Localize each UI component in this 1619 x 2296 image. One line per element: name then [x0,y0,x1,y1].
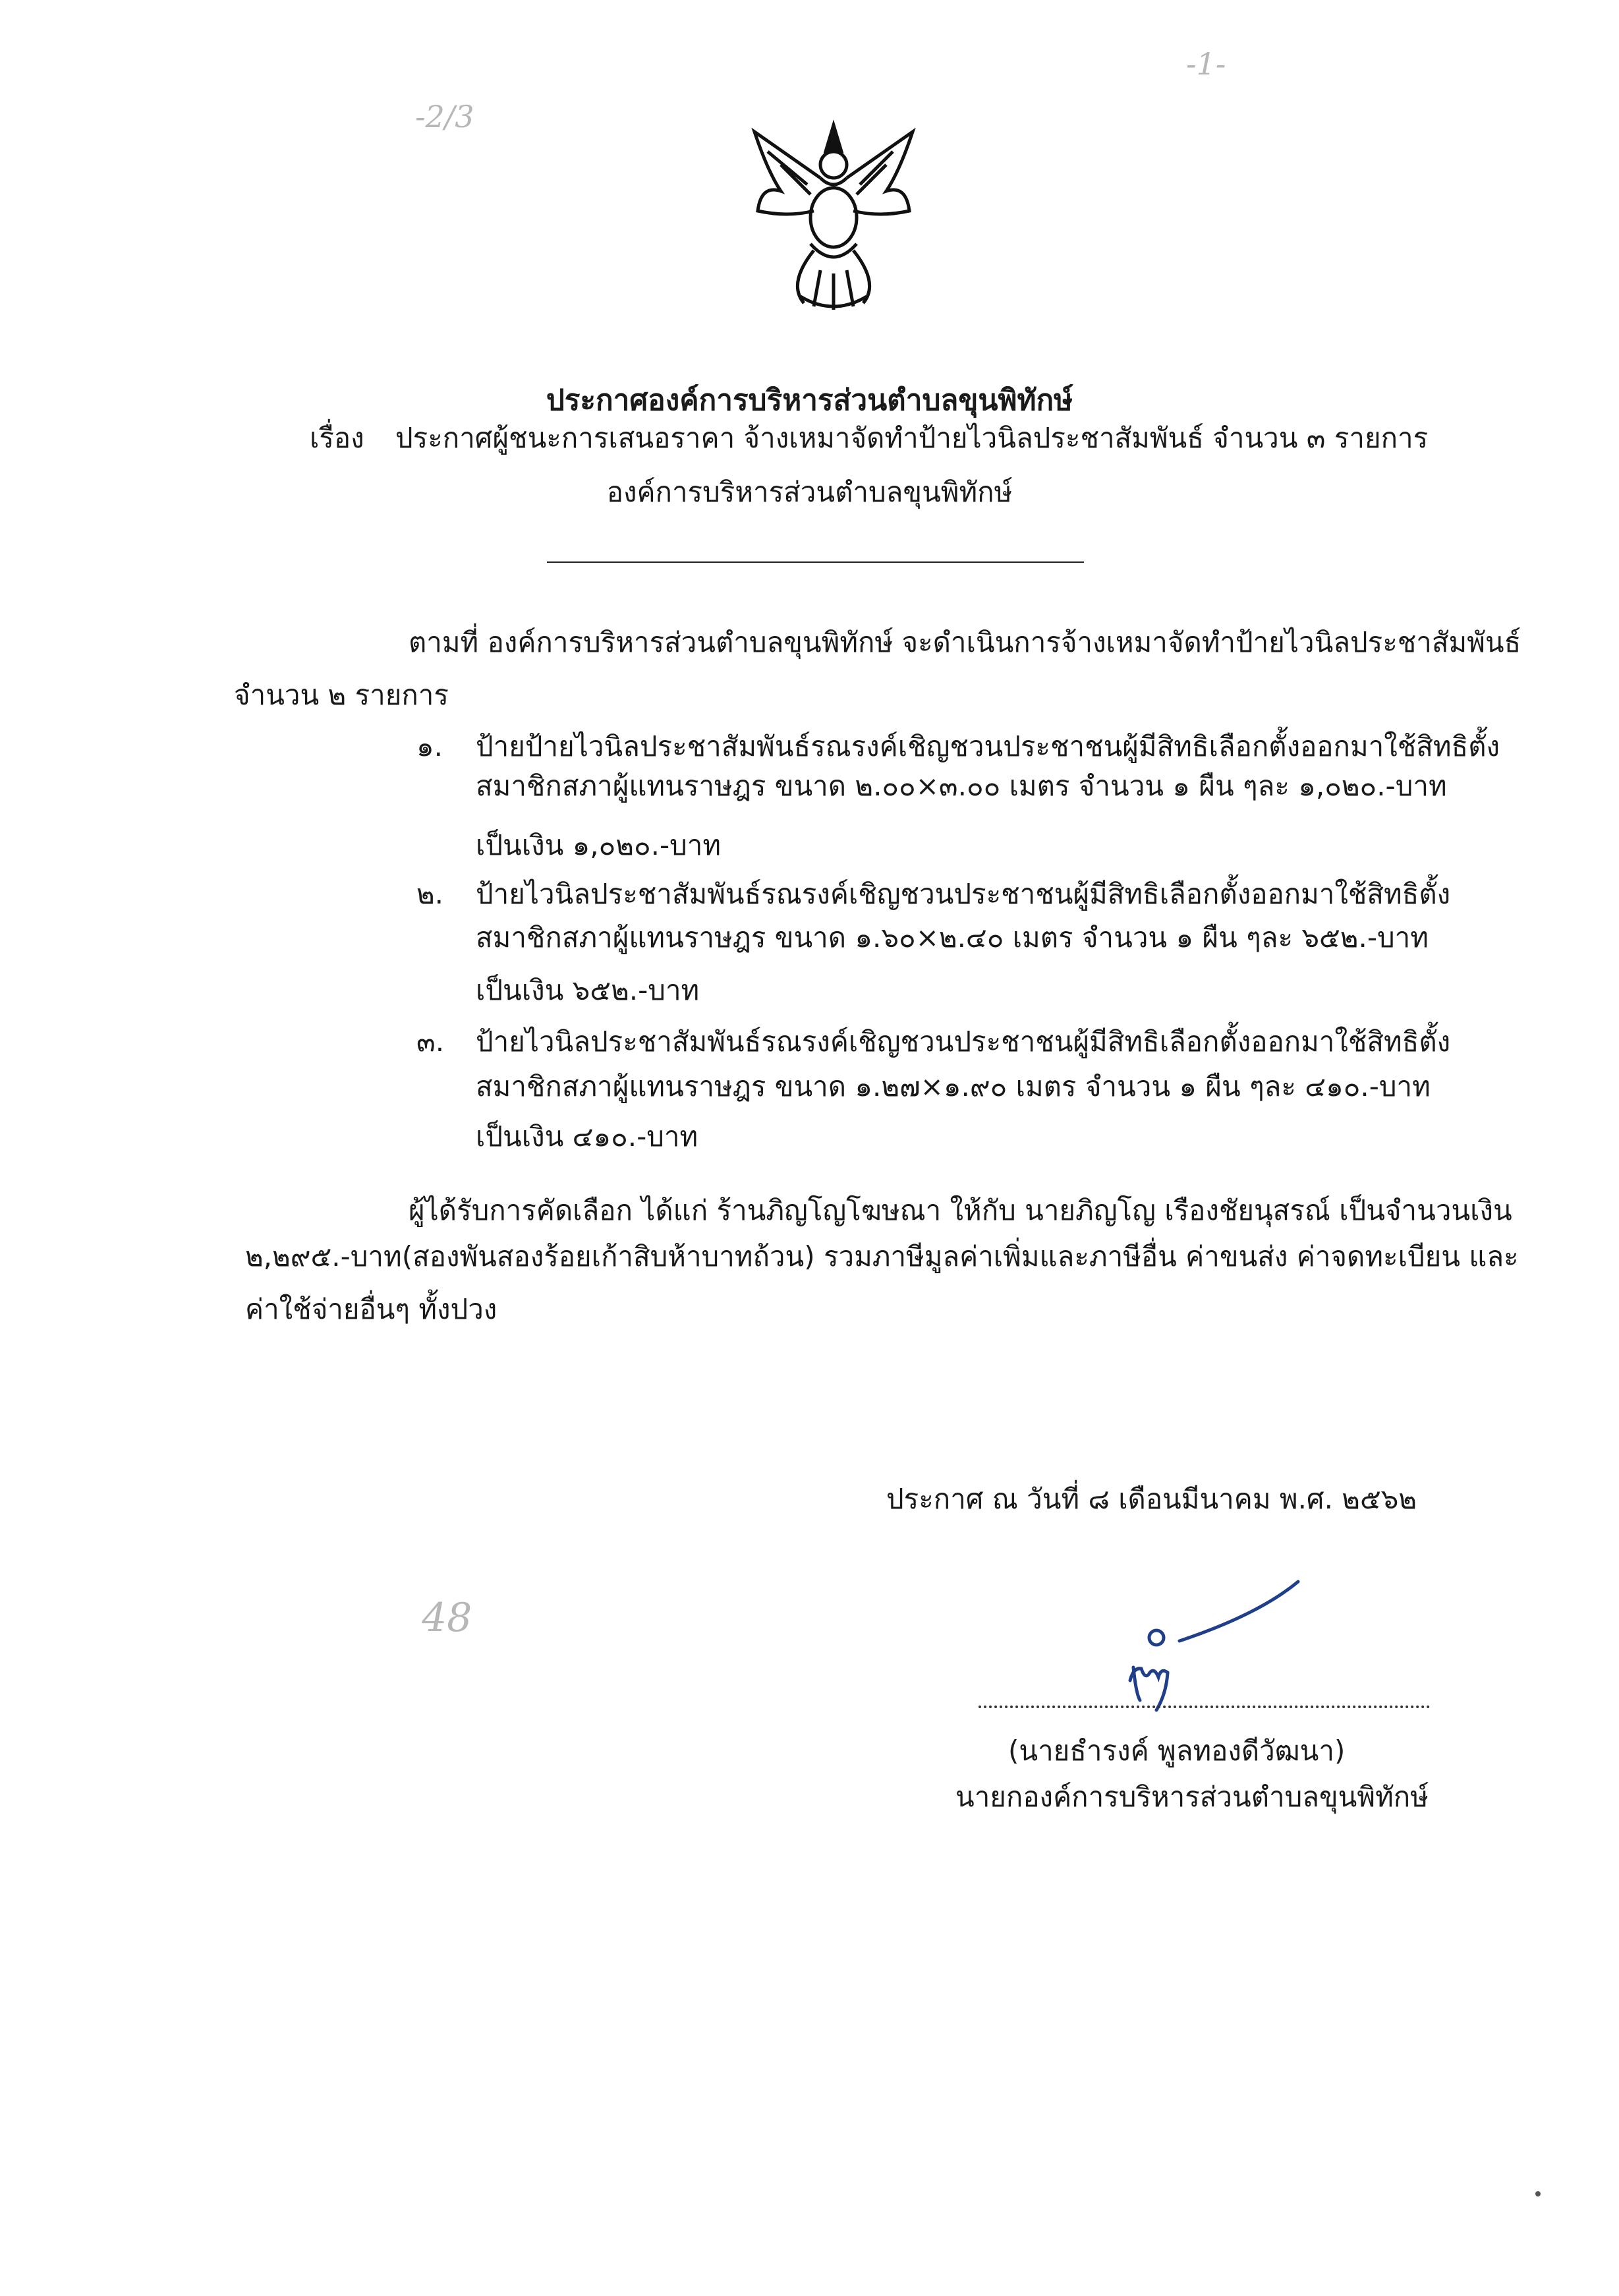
garuda-seal-icon [741,112,926,316]
announcement-date: ประกาศ ณ วันที่ ๘ เดือนมีนาคม พ.ศ. ๒๕๖๒ [886,1483,1417,1515]
item-number: ๒. [416,878,444,910]
intro-line-2: จำนวน ๒ รายการ [234,679,449,711]
signatory-name: (นายธำรงค์ พูลทองดีวัฒนา) [1008,1735,1346,1767]
pencil-note-margin: 48 [422,1595,472,1641]
item-line: เป็นเงิน ๔๑๐.-บาท [476,1120,698,1153]
intro-line-1: ตามที่ องค์การบริหารส่วนตำบลขุนพิทักษ์ จะดำเนินการจ้างเหมาจัดทำป้ายไวนิลประชาสัมพันธ์ [409,626,1521,658]
item-line: ป้ายไวนิลประชาสัมพันธ์รณรงค์เชิญชวนประชาชนผู้มีสิทธิเลือกตั้งออกมาใช้สิทธิตั้ง [476,878,1451,910]
item-line: สมาชิกสภาผู้แทนราษฎร ขนาด ๑.๒๗×๑.๙๐ เมตร จำนวน ๑ ผืน ๆละ ๔๑๐.-บาท [476,1070,1431,1103]
signature-line [979,1706,1430,1708]
item-number: ๓. [416,1025,445,1058]
item-line: เป็นเงิน ๖๕๒.-บาท [476,974,700,1006]
scan-speck [1535,2191,1541,2196]
item-number: ๑. [416,730,443,762]
document-title: ประกาศองค์การบริหารส่วนตำบลขุนพิทักษ์ [546,384,1073,417]
subject-label: เรื่อง [310,422,364,454]
subject-text: ประกาศผู้ชนะการเสนอราคา จ้างเหมาจัดทำป้ายไวนิลประชาสัมพันธ์ จำนวน ๓ รายการ [395,422,1429,454]
award-line-3: ค่าใช้จ่ายอื่นๆ ทั้งปวง [245,1293,497,1325]
award-line-1: ผู้ได้รับการคัดเลือก ได้แก่ ร้านภิญโญโฆษณา ให้กับ นายภิญโญ เรืองชัยนุสรณ์ เป็นจำนวนเงิน [409,1194,1512,1226]
pencil-note-top-right: -1- [1186,46,1226,82]
item-line: เป็นเงิน ๑,๐๒๐.-บาท [476,829,722,861]
pencil-note-top-left: -2/3 [415,99,474,134]
item-line: สมาชิกสภาผู้แทนราษฎร ขนาด ๑.๖๐×๒.๔๐ เมตร จำนวน ๑ ผืน ๆละ ๖๕๒.-บาท [476,921,1429,954]
award-line-2: ๒,๒๙๕.-บาท(สองพันสองร้อยเก้าสิบห้าบาทถ้วน) รวมภาษีมูลค่าเพิ่มและภาษีอื่น ค่าขนส่ง ค่าจดทะเบียน และ [245,1240,1519,1273]
signatory-position: นายกองค์การบริหารส่วนตำบลขุนพิทักษ์ [955,1781,1429,1813]
header-divider [547,561,1084,563]
signature-icon [1094,1568,1331,1720]
item-line: ป้ายไวนิลประชาสัมพันธ์รณรงค์เชิญชวนประชาชนผู้มีสิทธิเลือกตั้งออกมาใช้สิทธิตั้ง [476,1025,1451,1058]
item-line: สมาชิกสภาผู้แทนราษฎร ขนาด ๒.๐๐×๓.๐๐ เมตร จำนวน ๑ ผืน ๆละ ๑,๐๒๐.-บาท [476,770,1447,802]
item-line: ป้ายป้ายไวนิลประชาสัมพันธ์รณรงค์เชิญชวนประชาชนผู้มีสิทธิเลือกตั้งออกมาใช้สิทธิตั้ง [476,730,1500,762]
subject-org: องค์การบริหารส่วนตำบลขุนพิทักษ์ [606,476,1013,508]
